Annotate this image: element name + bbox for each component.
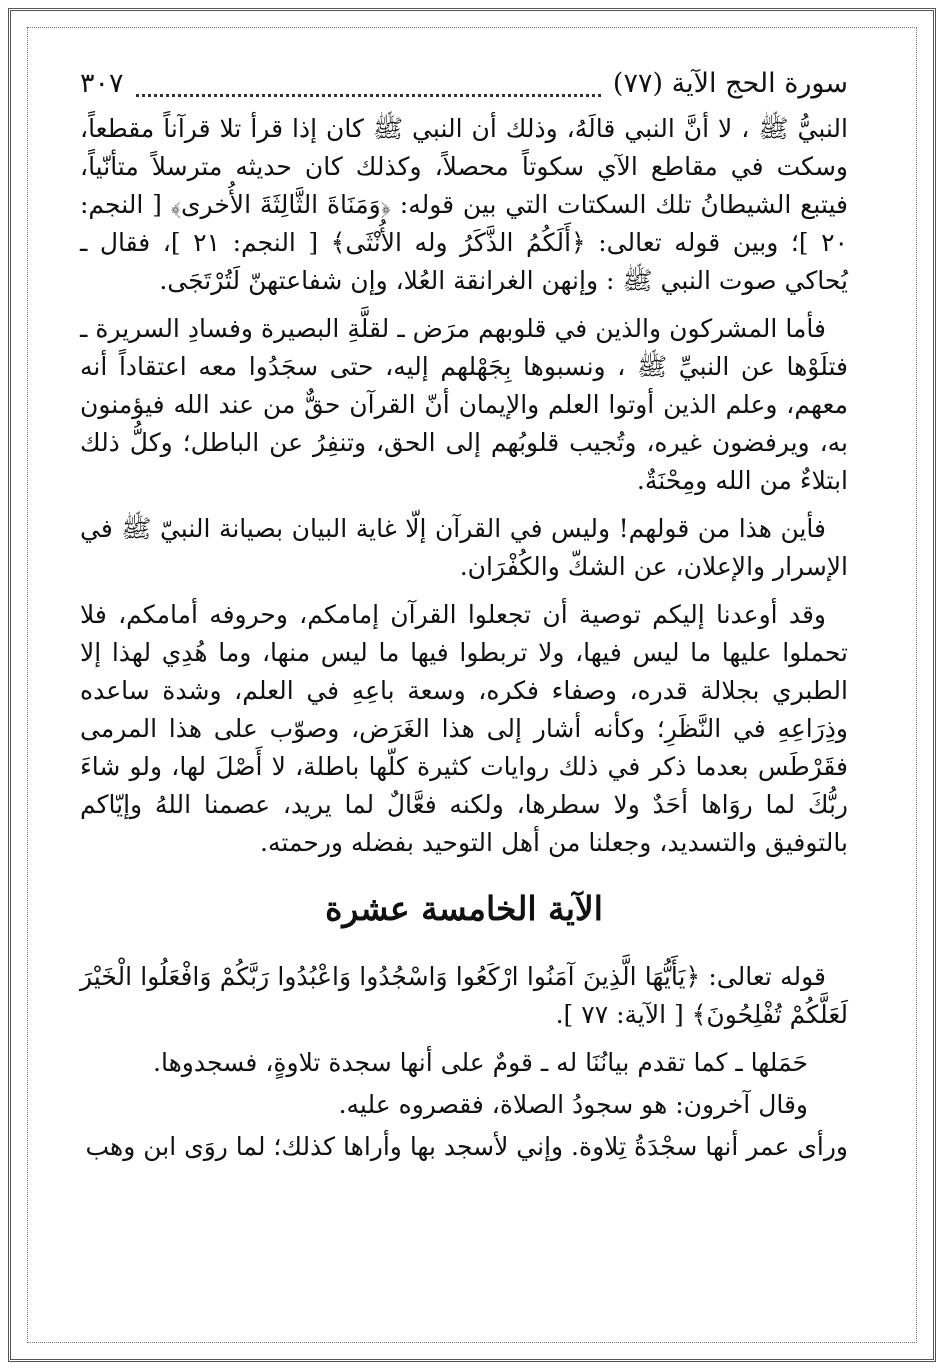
page-number: ٣٠٧ bbox=[80, 68, 124, 99]
verse-paragraph: قوله تعالى: ﴿يَأَيُّهَا الَّذِينَ آمَنُوا ارْكَعُوا وَاسْجُدُوا وَاعْبُدُوا رَبَّكُمْ وَافْعَلُوا الْخَيْرَ لَعَلَّكُمْ تُفْلِحُونَ﴾ [ الآية: ٧٧ ]. bbox=[80, 962, 848, 1029]
running-header bbox=[80, 62, 848, 106]
header-title: سورة الحج الآية (٧٧) bbox=[612, 68, 848, 99]
paragraph-2: فأما المشركون والذين في قلوبهم مرَض ـ لقلَّةِ البصيرة وفسادِ السريرة ـ فتلَوْها عن النبيِّ ﷺ ، ونسبوها بِجَهْلهم إليه، حتى سجَدُوا معه اعتقاداً أنه معهم، وعلم الذين أوتوا العلم والإيمان أنّ القرآن حقٌّ من عند الله فيؤمنون به، ويرفضون غيره، وتُجيب قلوبُهم إلى الحق، وتنفِرُ عن الباطل؛ وكلُّ ذلك ابتلاءٌ من الله ومِحْنَةٌ. bbox=[80, 314, 848, 495]
paragraph-3: فأين هذا من قولهم! وليس في القرآن إلّا غاية البيان بصيانة النبيّ ﷺ في الإسرار والإعلان، عن الشكّ والكُفْرَان. bbox=[80, 514, 848, 581]
paragraph-1: النبيُّ ﷺ ، لا أنَّ النبي قالَهُ، وذلك أن النبي ﷺ كان إذا قرأ تلا قرآناً مقطعاً، وسكت في مقاطع الآي سكوتاً محصلاً، وكذلك كان حديثه مترسلاً متأنّياً، فيتبع الشيطانُ تلك السكتات التي بين قوله: ﴿وَمَنَاةَ الثَّالِثَةَ الأُخرى﴾ [ النجم: ٢٠ ]؛ وبين قوله تعالى: ﴿أَلَكُمُ الذَّكَرُ وله الأُنْثَى﴾ [ النجم: ٢١ ]، فقال ـ يُحاكي صوت النبي ﷺ : وإنهن الغرانقة العُلا، وإن شفاعتهنّ لَتُرْتَجَى. bbox=[80, 114, 848, 295]
header-dots bbox=[136, 72, 601, 97]
paragraph-4: وقد أوعدنا إليكم توصية أن تجعلوا القرآن إمامكم، وحروفه أمامكم، فلا تحملوا عليها ما ليس فيها، ولا تربطوا فيها ما ليس منها، وما هُدِي لهذا إلا الطبري بجلالة قدره، وصفاء فكره، وسعة باعِهِ في العلم، وشدة ساعده وذِرَاعِهِ في النَّظَرِ؛ وكأنه أشار إلى هذا الغَرَض، وصوّب على هذا المرمى فقَرْطَس بعدما ذكر في ذلك روايات كثيرة كلّها باطلة، لا أَصْلَ لها، ولو شاءَ ربُّكَ لما روَاها أحَدٌ ولا سطرها، ولكنه فعَّالٌ لما يريد، عصمنا اللهُ وإيّاكم بالتوفيق والتسديد، وجعلنا من أهل التوحيد بفضله ورحمته. bbox=[80, 600, 848, 857]
section-heading: الآية الخامسة عشرة bbox=[325, 889, 603, 928]
text-line-1: حَمَلها ـ كما تقدم بيانُنَا له ـ قومٌ على أنها سجدة تلاوةٍ، فسجدوها. bbox=[153, 1048, 808, 1077]
last-paragraph: ورأى عمر أنها سجْدَةُ تِلاوة. وإني لأسجد بها وأراها كذلك؛ لما روَى ابن وهب bbox=[85, 1132, 848, 1161]
text-line-2: وقال آخرون: هو سجودُ الصلاة، فقصروه عليه. bbox=[338, 1090, 808, 1119]
page-content bbox=[80, 62, 848, 1330]
